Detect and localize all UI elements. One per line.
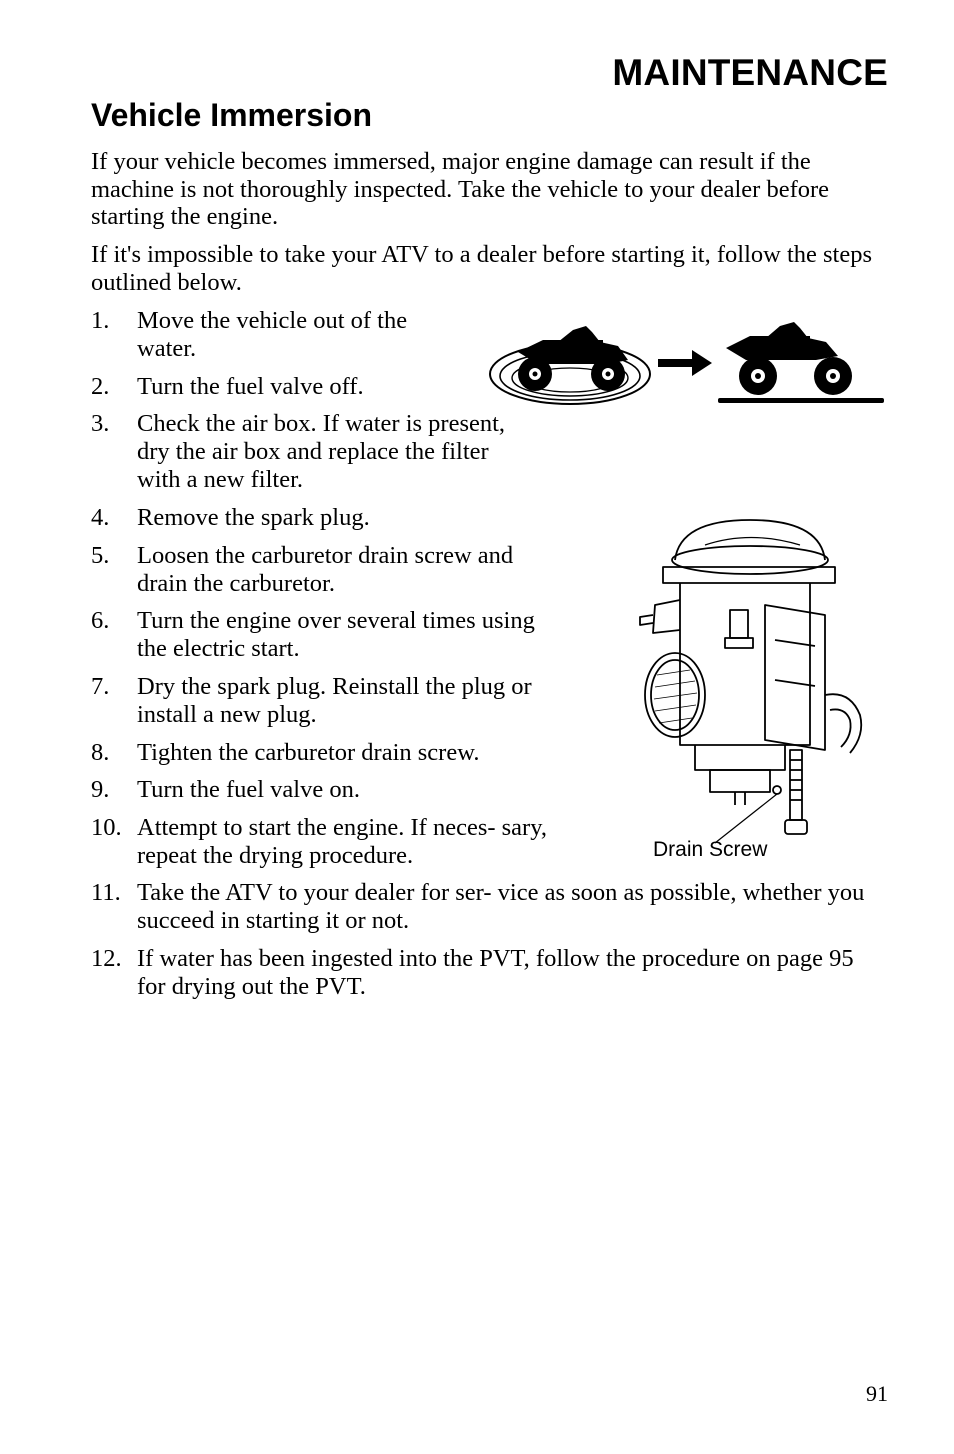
list-item [91, 607, 536, 663]
step-text: Take the ATV to your dealer for ser- vice as soon as possible, whether you succeed in starting it or not. [137, 879, 865, 934]
page-title: Vehicle Immersion [91, 97, 373, 133]
list-item [91, 879, 886, 935]
step-text: Loosen the carburetor drain screw and drain the carburetor. [137, 542, 514, 597]
step-number: 3. [91, 410, 110, 437]
step-number: 11. [91, 879, 121, 906]
drain-screw-caption: Drain Screw [653, 838, 768, 861]
step-text: Check the air box. If water is present, dry the air box and replace the filter with a new filter. [137, 410, 506, 493]
atv-water-to-land-icon [488, 312, 888, 412]
list-item [91, 776, 561, 804]
list-item [91, 504, 521, 532]
step-text: Tighten the carburetor drain screw. [137, 739, 480, 766]
step-number: 12. [91, 945, 122, 972]
list-item [91, 307, 471, 363]
page-number: 91 [866, 1381, 888, 1406]
step-text: If water has been ingested into the PVT, follow the procedure on page 95 for drying out the PVT. [137, 945, 854, 1000]
step-text: Turn the fuel valve on. [137, 776, 360, 803]
step-number: 4. [91, 504, 110, 531]
step-number: 7. [91, 673, 110, 700]
list-item [91, 739, 561, 767]
step-number: 9. [91, 776, 110, 803]
step-number: 6. [91, 607, 110, 634]
step-number: 5. [91, 542, 110, 569]
list-item [91, 542, 536, 598]
step-text: Turn the engine over several times using the electric start. [137, 607, 535, 662]
intro-paragraph-1: If your vehicle becomes immersed, major engine damage can result if the machine is not thoroughly inspected. Take the vehicle to your dealer before starting the engine. [91, 148, 830, 230]
step-text: Attempt to start the engine. If neces- sary, repeat the drying procedure. [137, 814, 548, 869]
step-text: Move the vehicle out of the water. [137, 307, 408, 362]
step-number: 10. [91, 814, 122, 841]
section-header: MAINTENANCE [612, 52, 888, 93]
carburetor-icon [635, 515, 875, 845]
list-item [91, 373, 491, 401]
list-item [91, 814, 561, 870]
step-number: 1. [91, 307, 110, 334]
list-item [91, 945, 861, 1001]
step-number: 8. [91, 739, 110, 766]
list-item [91, 410, 521, 494]
step-text: Dry the spark plug. Reinstall the plug or install a new plug. [137, 673, 532, 728]
list-item [91, 673, 561, 729]
step-text: Remove the spark plug. [137, 504, 370, 531]
step-text: Turn the fuel valve off. [137, 373, 364, 400]
intro-paragraph-2: If it's impossible to take your ATV to a dealer before starting it, follow the steps outlined below. [91, 241, 872, 296]
step-number: 2. [91, 373, 110, 400]
